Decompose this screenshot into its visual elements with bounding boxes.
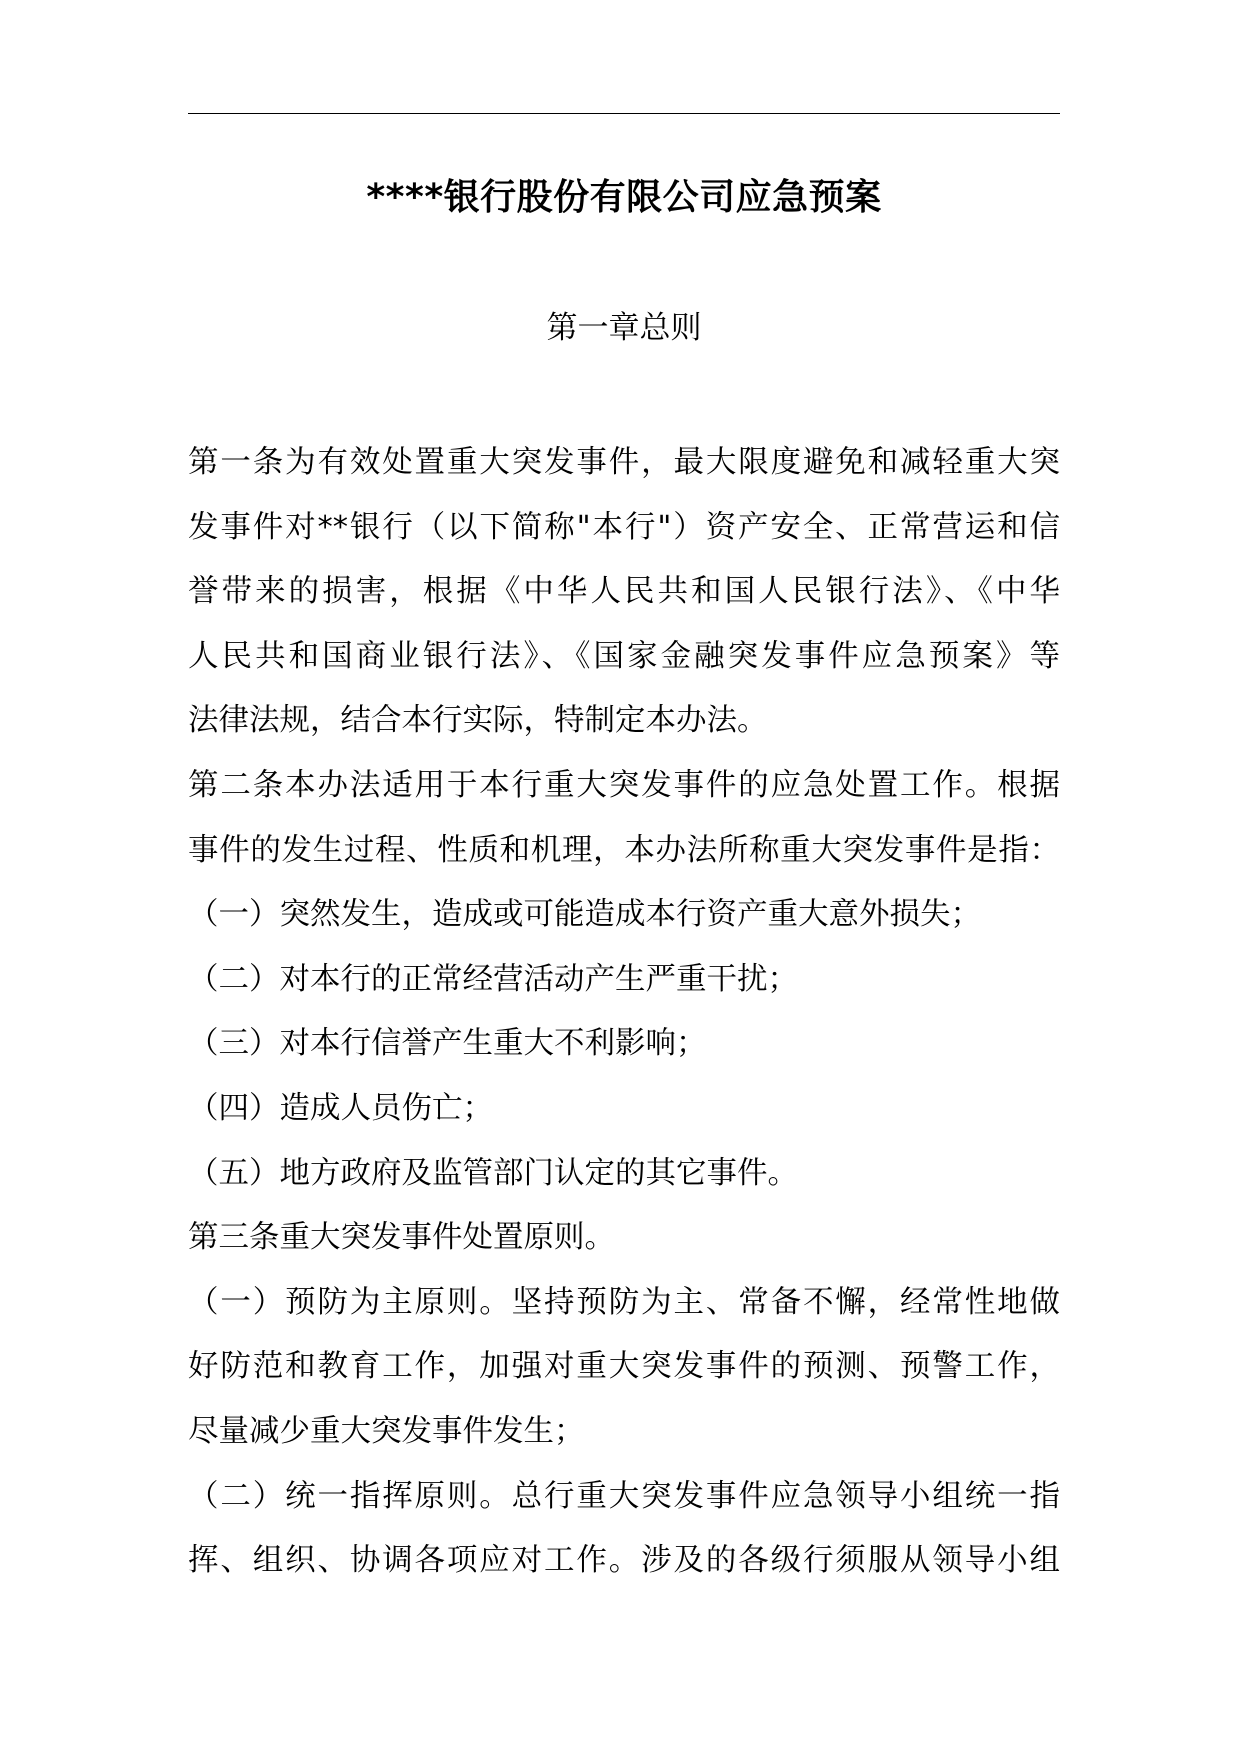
text-line: 第二条本办法适用于本行重大突发事件的应急处置工作。根据: [188, 767, 1060, 803]
text-line: （一）预防为主原则。坚持预防为主、常备不懈，经常性地做: [188, 1284, 1060, 1320]
text-line: （一）突然发生，造成或可能造成本行资产重大意外损失；: [188, 897, 981, 933]
text-line: （五）地方政府及监管部门认定的其它事件。: [188, 1155, 798, 1191]
body-text: [188, 431, 1060, 1594]
text-line: （四）造成人员伤亡；: [188, 1090, 493, 1126]
text-line: 第三条重大突发事件处置原则。: [188, 1220, 615, 1256]
text-line: 好防范和教育工作，加强对重大突发事件的预测、预警工作，: [188, 1349, 1060, 1385]
text-line: 法律法规，结合本行实际，特制定本办法。: [188, 703, 768, 739]
text-line: 发事件对**银行（以下简称"本行"）资产安全、正常营运和信: [188, 509, 1060, 545]
text-line: 挥、组织、协调各项应对工作。涉及的各级行须服从领导小组: [188, 1543, 1060, 1579]
document-title: ****银行股份有限公司应急预案: [366, 177, 882, 218]
text-line: 誉带来的损害，根据《中华人民共和国人民银行法》、《中华: [188, 574, 1060, 610]
text-line: （二）对本行的正常经营活动产生严重干扰；: [188, 961, 798, 997]
text-line: 第一条为有效处置重大突发事件，最大限度避免和减轻重大突: [188, 445, 1060, 480]
chapter-heading: 第一章总则: [546, 310, 702, 346]
text-line: （三）对本行信誉产生重大不利影响；: [188, 1026, 707, 1062]
text-line: 人民共和国商业银行法》、《国家金融突发事件应急预案》等: [188, 638, 1060, 674]
text-line: 尽量减少重大突发事件发生；: [188, 1413, 585, 1449]
header-rule: [188, 113, 1060, 114]
text-line: 事件的发生过程、性质和机理，本办法所称重大突发事件是指：: [188, 832, 1060, 868]
text-line: （二）统一指挥原则。总行重大突发事件应急领导小组统一指: [188, 1478, 1060, 1514]
